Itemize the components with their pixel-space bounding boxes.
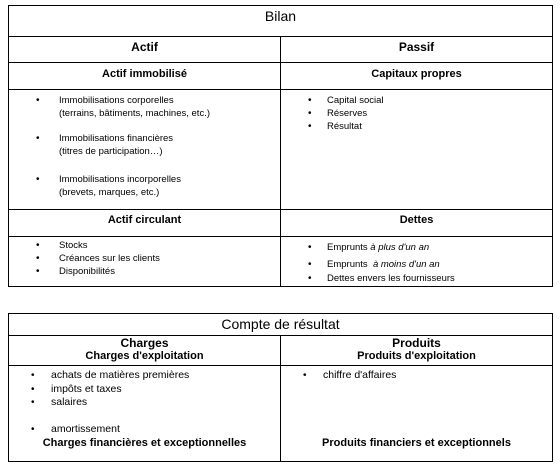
- list-item: • Réserves: [281, 107, 552, 120]
- actif-immobilise-header: Actif immobilisé: [102, 68, 187, 80]
- capitaux-propres-header: Capitaux propres: [280, 63, 552, 89]
- resultat-title: Compte de résultat: [221, 316, 340, 332]
- immobilisations-list: [9, 94, 280, 199]
- circulant-cell: [9, 237, 280, 286]
- list-item: • Capital social: [281, 94, 552, 107]
- dette-label: Emprunts: [327, 242, 371, 253]
- immobilisation-note: (terrains, bâtiments, machines, etc.): [59, 108, 210, 119]
- dette-term: à moins d'un an: [372, 259, 440, 270]
- immobilisation-note: (brevets, marques, etc.): [59, 187, 160, 198]
- list-item: [9, 173, 280, 199]
- list-item: • chiffre d'affaires: [281, 369, 552, 383]
- immobilisation-label: Immobilisations financières: [59, 133, 174, 144]
- immobilisations-cell: [9, 90, 280, 209]
- produits-header: Produits: [280, 336, 552, 350]
- bilan-title: Bilan: [264, 8, 297, 24]
- charges-financieres: Charges financières et exceptionnelles: [42, 437, 247, 449]
- list-item: [9, 94, 280, 120]
- dette-term: à plus d'un an: [370, 242, 430, 253]
- immobilisation-label: Immobilisations incorporelles: [59, 174, 181, 185]
- list-item: • Créances sur les clients: [9, 252, 280, 265]
- charges-cell: [9, 366, 280, 433]
- capitaux-cell: [280, 90, 552, 209]
- charges-exploitation-header: Charges d'exploitation: [85, 350, 204, 362]
- dette-label: Dettes envers les fournisseurs: [327, 273, 455, 284]
- produits-cell: [280, 366, 552, 433]
- list-item: • Stocks: [9, 239, 280, 252]
- immobilisation-note: (titres de participation…): [59, 146, 163, 157]
- passif-header: Passif: [280, 37, 552, 62]
- dettes-cell: [280, 237, 552, 286]
- list-item: • amortissement: [9, 423, 280, 437]
- circulant-list: [9, 239, 280, 278]
- list-item: [281, 258, 552, 271]
- list-item: [281, 241, 552, 254]
- produits-financiers: Produits financiers et exceptionnels: [280, 433, 552, 461]
- immobilisation-label: Immobilisations corporelles: [59, 95, 174, 106]
- list-item: • impôts et taxes: [9, 383, 280, 397]
- actif-circulant-header: Actif circulant: [107, 214, 182, 226]
- capitaux-list: [281, 94, 552, 133]
- list-item: [281, 272, 552, 285]
- bilan-table: [8, 5, 553, 287]
- list-item: • salaires: [9, 396, 280, 410]
- list-item: [9, 132, 280, 158]
- actif-header: Actif: [131, 40, 158, 54]
- dettes-header: Dettes: [280, 210, 552, 236]
- dette-label: Emprunts: [327, 259, 373, 270]
- list-item: • achats de matières premières: [9, 369, 280, 383]
- dettes-list: [281, 241, 552, 285]
- produits-list: [281, 369, 552, 383]
- charges-header: Charges: [120, 336, 169, 350]
- produits-exploitation-header: Produits d'exploitation: [280, 350, 552, 365]
- charges-list: [9, 369, 280, 436]
- list-item: • Résultat: [281, 120, 552, 133]
- list-item: • Disponibilités: [9, 265, 280, 278]
- resultat-table: [8, 313, 553, 462]
